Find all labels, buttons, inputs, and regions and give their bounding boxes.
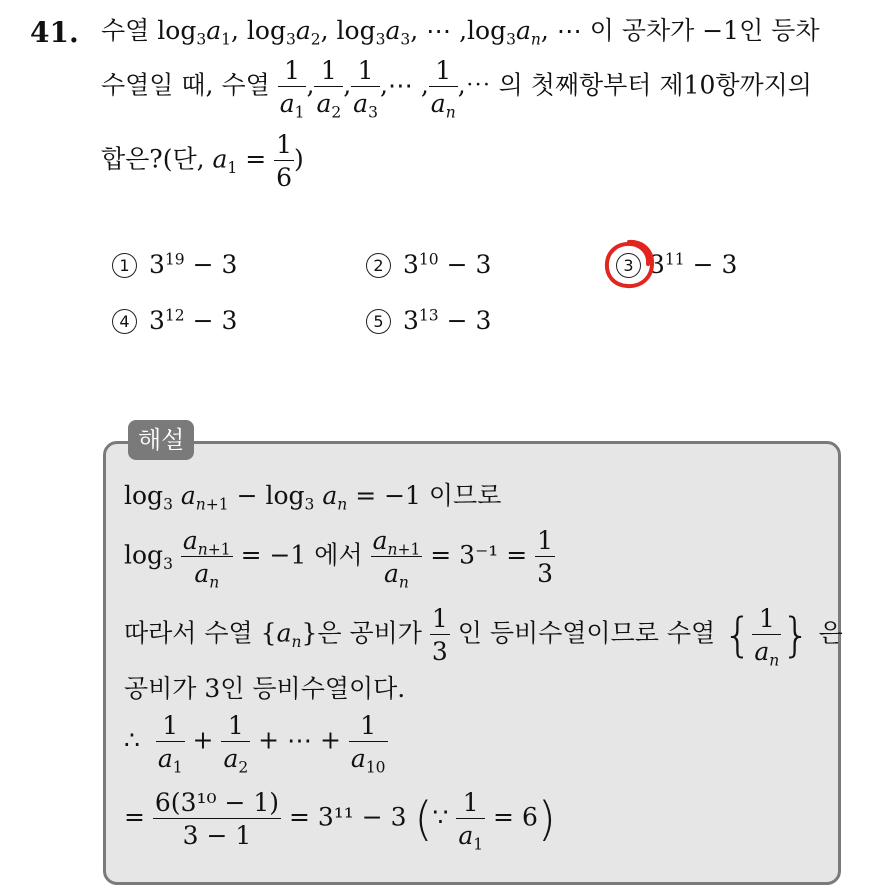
solution-line-1: $\log_3 a_{n+1} - \log_3 a_n = -1$ 이므로 [124,481,502,514]
solution-line-3: 따라서 수열 $\{a_n\}$은 공비가 $\frac{1}{3}$ 인 등비수열이므로 수열 { $\frac{1}{a_n}$ } 은 [124,604,843,670]
choice-5-mark: 5 [366,309,391,334]
question-number: 41. [30,16,79,49]
solution-line-4: 공비가 3인 등비수열이다. [124,674,406,703]
choice-4[interactable]: 4 $3^{12} - 3$ [112,308,237,334]
choice-2-mark: 2 [366,253,391,278]
choice-1-mark: 1 [112,253,137,278]
solution-line-2: $\log_3$ $\frac{a_{n+1}}{a_n}$ = −1 에서 $\frac{a_{n+1}}{a_n}$ = 3⁻¹ = $\frac{1}{3}$ [124,526,554,592]
choice-1[interactable]: 1 $3^{19} - 3$ [112,252,237,278]
question-line-3: 합은?(단, $a_1$ = $\frac{1}{6}$ ) [101,130,304,192]
choice-3[interactable]: 3 $3^{11} - 3$ [616,252,737,278]
question-line-1: 수열 $\log_3a_1$, $\log_3a_2$, $\log_3a_3$, ⋯ $,\log_3a_n$, ⋯ 이 공차가 −1인 등차 [101,16,820,49]
solution-line-5: ∴ $\frac{1}{a_1}$ + $\frac{1}{a_2}$ + ⋯ + $\frac{1}{a_{10}}$ [124,711,386,777]
choice-3-mark: 3 [616,253,641,278]
choice-2[interactable]: 2 $3^{10} - 3$ [366,252,491,278]
answer-circle-mark [600,236,658,292]
choice-4-mark: 4 [112,309,137,334]
question-line-2: 수열일 때, 수열 $\frac{1}{a_1}$ , $\frac{1}{a_2}$ , $\frac{1}{a_3}$ ,⋯ , $\frac{1}{a_n}$ ,⋯ 의 첫째항부터 제10항까지의 [101,56,812,122]
choice-5[interactable]: 5 $3^{13} - 3$ [366,308,491,334]
solution-line-6: = $\frac{\text{6(3¹⁰ − 1)}}{3 - 1}$ = 3¹¹ − 3 (∵ $\frac{1}{a_1}$ = 6) [124,788,556,854]
solution-label: 해설 [128,420,194,460]
